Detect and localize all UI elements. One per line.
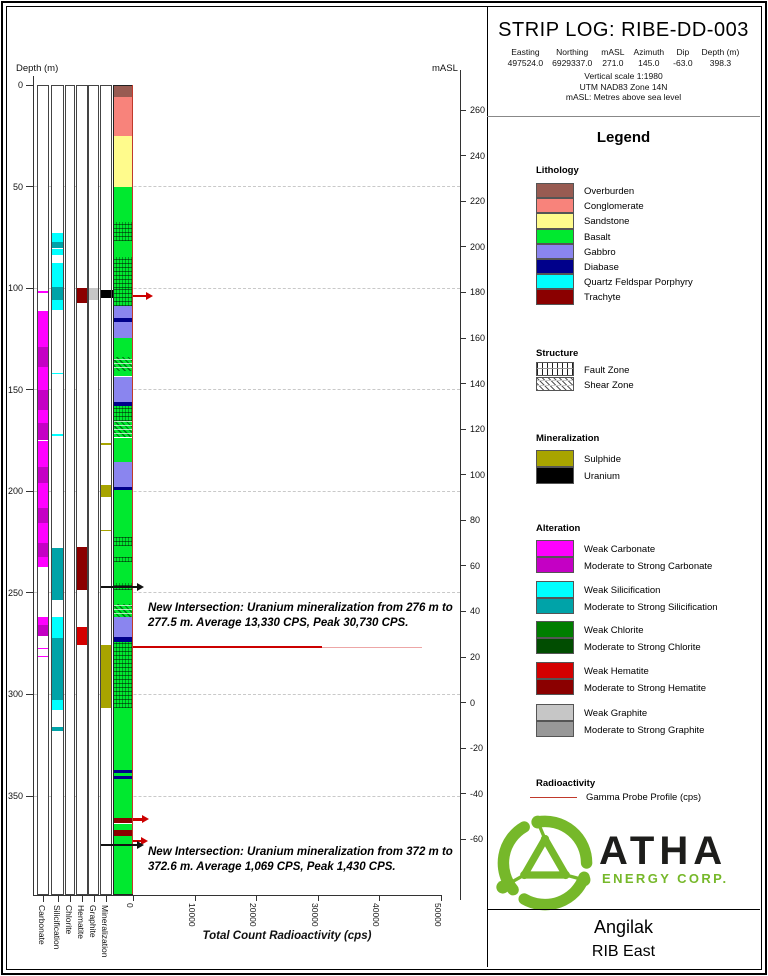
footer-separator [487,909,760,910]
depth-tick-label-0: 0 [17,80,23,90]
structure-label-0: Fault Zone [584,364,630,376]
masl-tick-20 [460,657,466,658]
masl-tick-140 [460,383,466,384]
masl-tick--20 [460,748,466,749]
masl-tick-label-140: 140 [470,378,486,389]
x-tick-label-30000: 30000 [309,903,320,927]
depth-tick-label-250: 250 [7,587,23,598]
lithology-label-0: Overburden [584,186,635,197]
alteration-swatch-strong-chlorite [536,638,574,655]
masl-tick-label-120: 120 [470,424,486,435]
masl-tick-label-200: 200 [470,241,486,252]
depth-axis-line [33,76,34,895]
depth-tick-label-100: 100 [7,283,23,294]
alteration-swatch-weak-hematite [536,662,574,679]
alteration-swatch-strong-carbonate [536,557,574,574]
x-tick-20000 [256,895,257,901]
x-axis-title: Total Count Radioactivity (cps) [202,930,372,942]
field-value: 398.3 [709,57,732,68]
atha-subtitle: ENERGY CORP. [602,871,729,886]
structure-swatch-shear [536,377,574,391]
x-tick-label-0: 0 [125,903,135,908]
collar-field-dip [673,47,692,68]
column-border-silicification [51,85,64,895]
intersection-marker-line [101,844,137,846]
field-value: 497524.0 [507,57,544,68]
masl-tick-160 [460,338,466,339]
masl-tick-label-40: 40 [470,606,481,617]
alteration-label-weak-carbonate: Weak Carbonate [584,544,656,555]
gamma-peak-104 [133,295,147,297]
atha-wordmark: ATHA [599,829,728,873]
masl-tick-label--40: -40 [470,788,484,799]
depth-tick-0 [26,85,33,86]
masl-tick-120 [460,429,466,430]
mineralization-label-0: Sulphide [584,454,621,465]
x-tick-label-50000: 50000 [433,903,443,927]
gamma-line-label: Gamma Probe Profile (cps) [586,792,702,803]
lithology-swatch-0 [536,183,574,198]
column-label-chlorite: Chlorite [64,905,74,935]
alteration-swatch-strong-graphite [536,721,574,738]
lithology-label-4: Gabbro [584,246,616,258]
collar-field-northing [552,47,592,68]
scale-note: Vertical scale 1:1980 [584,71,663,81]
depth-tick-100 [26,288,33,289]
depth-tick-150 [26,389,33,390]
masl-tick-label-60: 60 [470,560,481,571]
lithology-swatch-4 [536,244,574,259]
x-tick-label-10000: 10000 [186,903,197,927]
depth-tick-label-150: 150 [7,384,23,395]
lithology-swatch-1 [536,198,574,213]
field-label: Depth (m) [701,47,740,57]
alteration-swatch-weak-carbonate [536,540,574,557]
field-label: Azimuth [633,47,665,57]
field-label: Easting [511,47,540,57]
atha-logo-icon [493,811,597,915]
masl-tick-label-160: 160 [470,333,486,343]
intersection-marker-arrowhead [137,841,144,849]
alteration-swatch-strong-silicification [536,598,574,615]
field-value: 271.0 [602,57,624,68]
masl-tick-label-260: 260 [470,105,486,116]
legend-section-radioactivity-title: Radioactivity [536,778,596,789]
field-value: -63.0 [673,57,693,68]
scale-note: mASL: Metres above sea level [565,92,682,103]
column-tick-graphite [94,895,95,902]
x-tick-10000 [195,895,196,901]
gamma-baseline [132,85,133,894]
alteration-label-weak-graphite: Weak Graphite [584,708,648,719]
depth-tick-350 [26,796,33,797]
masl-tick-label--60: -60 [470,834,484,845]
depth-tick-label-350: 350 [7,791,23,801]
collar-field-azimuth [633,47,664,68]
gamma-peak-arrowhead [146,292,153,300]
legend-section-lithology-title: Lithology [536,165,579,176]
gamma-peak-arrowhead [142,815,149,823]
masl-tick-180 [460,292,466,293]
masl-tick-220 [460,201,466,202]
column-tick-hematite [82,895,83,902]
legend-section-mineralization-title: Mineralization [536,433,600,444]
column-tick-carbonate [43,895,44,902]
lithology-label-5: Diabase [584,262,619,273]
lithology-swatch-2 [536,213,574,228]
masl-tick-80 [460,520,466,521]
lithology-label-7: Trachyte [584,292,621,304]
area-name: RIB East [591,943,656,960]
depth-tick-300 [26,694,33,695]
legend-title: Legend [596,129,651,146]
masl-axis-title: mASL [432,63,458,74]
alteration-label-strong-chlorite: Moderate to Strong Chlorite [584,641,701,653]
depth-tick-label-300: 300 [7,689,23,700]
intersection-marker-line [101,586,137,588]
column-border-hematite [76,85,88,895]
structure-label-1: Shear Zone [584,379,634,391]
alteration-label-weak-silicification: Weak Silicification [584,585,661,596]
column-border-lithology [113,85,133,895]
legend-section-structure-title: Structure [536,348,579,359]
header-separator [487,116,760,117]
info-panel [487,7,760,967]
column-tick-mineralization [106,895,107,902]
mineralization-label-1: Uranium [584,471,620,482]
structure-swatch-fault [536,362,574,376]
lithology-swatch-6 [536,274,574,289]
column-tick-chlorite [70,895,71,902]
x-tick-0 [133,895,134,901]
gamma-peak-276.8 [133,646,322,648]
column-label-silicification: Silicification [51,905,62,950]
alteration-label-strong-silicification: Moderate to Strong Silicification [584,601,718,613]
masl-tick-label-0: 0 [470,697,476,708]
x-tick-label-20000: 20000 [248,903,259,927]
field-label: Northing [556,47,589,57]
masl-tick-label-180: 180 [470,287,486,298]
collar-field-masl [601,47,624,68]
gamma-peak-tail [322,647,422,648]
masl-tick-60 [460,565,466,566]
masl-tick-100 [460,474,466,475]
lithology-label-1: Conglomerate [584,201,644,213]
depth-tick-250 [26,592,33,593]
x-tick-30000 [318,895,319,901]
lithology-label-2: Sandstone [584,216,630,228]
field-label: mASL [601,47,625,57]
masl-tick--40 [460,793,466,794]
alteration-label-weak-hematite: Weak Hematite [584,666,649,677]
masl-tick--60 [460,839,466,840]
x-tick-40000 [379,895,380,901]
collar-info-table [487,47,760,68]
column-border-graphite [88,85,99,895]
x-tick-50000 [441,895,442,901]
column-label-hematite: Hematite [76,905,86,940]
intersection-marker-arrowhead [137,583,144,591]
masl-tick-label-220: 220 [470,196,486,207]
alteration-swatch-weak-chlorite [536,621,574,638]
masl-tick-label-20: 20 [470,652,481,662]
collar-field-easting [508,47,543,68]
legend-section-alteration-title: Alteration [536,523,581,534]
alteration-label-strong-graphite: Moderate to Strong Graphite [584,724,705,736]
depth-tick-50 [26,186,33,187]
field-value: 145.0 [638,57,660,68]
masl-tick-260 [460,110,466,111]
x-tick-label-40000: 40000 [371,903,382,927]
gamma-line-sample [530,797,577,798]
lithology-label-3: Basalt [584,231,611,243]
alteration-swatch-weak-graphite [536,704,574,721]
sheet-title: STRIP LOG: RIBE-DD-003 [498,19,749,41]
masl-tick-40 [460,611,466,612]
depth-axis-title: Depth (m) [16,63,59,74]
alteration-label-strong-hematite: Moderate to Strong Hematite [584,682,706,694]
column-label-carbonate: Carbonate [37,905,47,945]
alteration-label-strong-carbonate: Moderate to Strong Carbonate [584,560,713,572]
column-border-carbonate [37,85,49,895]
column-label-graphite: Graphite [87,905,98,938]
depth-tick-label-50: 50 [12,181,23,192]
project-name: Angilak [593,917,654,937]
masl-tick-0 [460,702,466,703]
masl-tick-label-240: 240 [470,150,486,161]
mineralization-swatch-0 [536,450,574,467]
alteration-swatch-strong-hematite [536,679,574,696]
masl-tick-200 [460,246,466,247]
masl-tick-label-80: 80 [470,515,481,526]
depth-tick-200 [26,491,33,492]
field-value: 6929337.0 [552,57,593,68]
intersection-annotation-2: New Intersection: Uranium mineralization from 372 m to 372.6 m. Average 1,069 CPS, Peak 1,430 CPS. [148,846,453,873]
alteration-label-weak-chlorite: Weak Chlorite [584,625,644,636]
intersection-annotation-1: New Intersection: Uranium mineralization from 276 m to 277.5 m. Average 13,330 CPS, Peak 30,730 CPS. [148,602,453,629]
lithology-swatch-7 [536,289,574,304]
field-label: Dip [676,47,690,57]
masl-tick-240 [460,155,466,156]
masl-axis-line [460,70,461,900]
scale-note: UTM NAD83 Zone 14N [579,81,668,92]
collar-field-depthm [702,47,740,68]
lithology-swatch-5 [536,259,574,274]
depth-tick-label-200: 200 [7,486,23,497]
masl-tick-label-100: 100 [470,469,486,480]
alteration-swatch-weak-silicification [536,581,574,598]
scale-notes [487,71,760,103]
masl-tick-label--20: -20 [470,743,484,754]
column-label-mineralization: Mineralization [100,905,110,958]
column-border-chlorite [65,85,75,895]
mineralization-swatch-1 [536,467,574,484]
column-border-mineralization [100,85,112,895]
lithology-swatch-3 [536,229,574,244]
lithology-label-6: Quartz Feldspar Porphyry [584,277,693,289]
column-tick-silicification [58,895,59,902]
